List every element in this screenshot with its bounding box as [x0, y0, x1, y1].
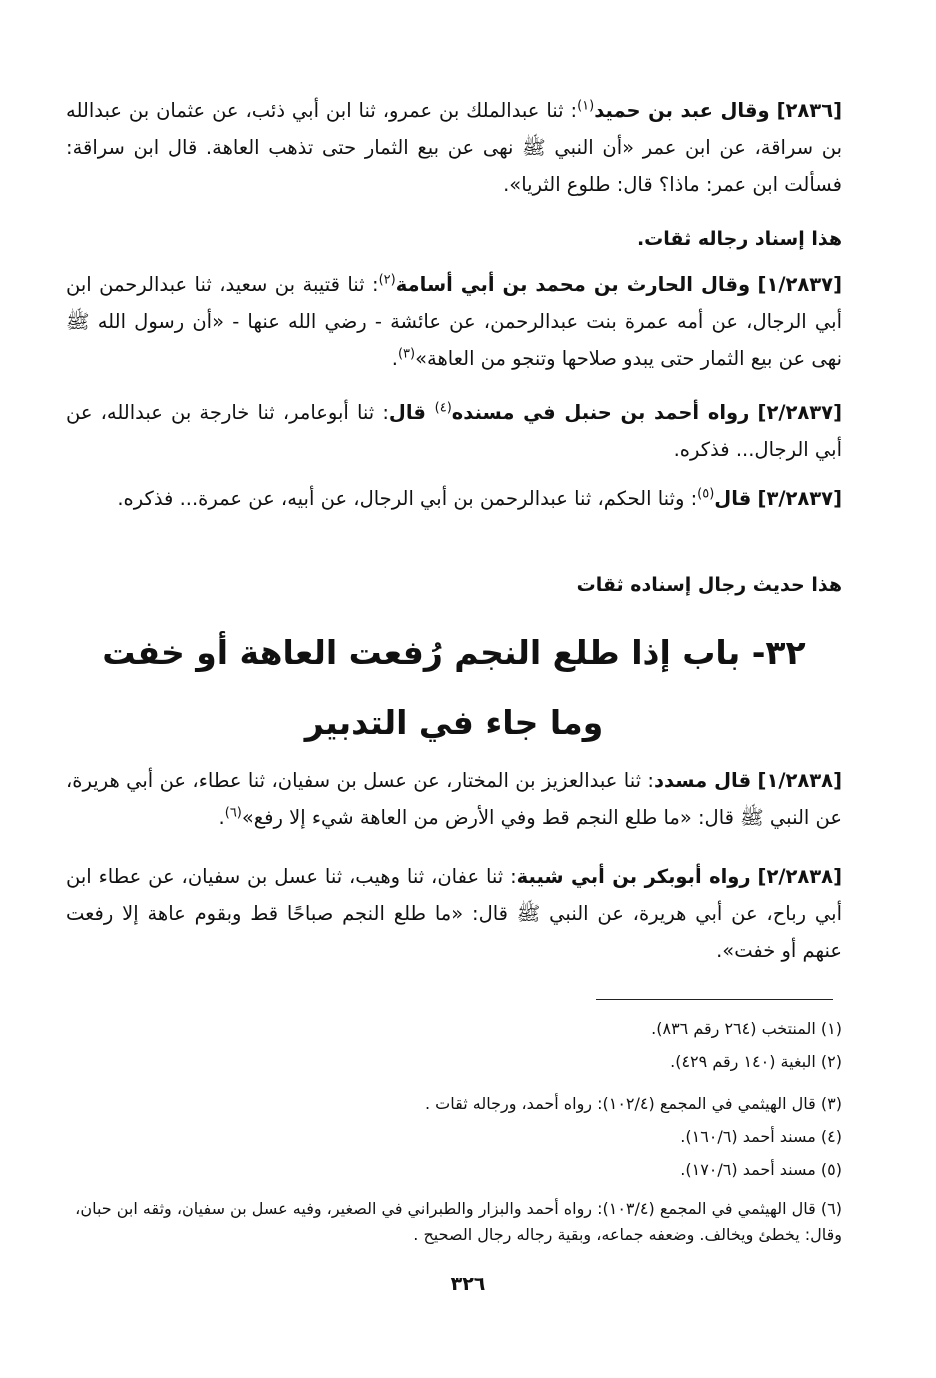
- footnote-mark: (٤): [434, 400, 452, 416]
- footnote-6: (٦) قال الهيثمي في المجمع (١٠٣/٤): رواه أحمد والبزار والطبراني في الصغير، وفيه عسل بن سفيان، وثقه ابن حبان، وقال: يخطئ ويخالف. وضعفه جماعه، وبقية رجاله رجال الصحيح .: [75, 1199, 842, 1244]
- narrator-lead: رواه أحمد بن حنبل في مسنده: [451, 401, 750, 424]
- hadith-ref-number: [١/٢٨٣٨]: [757, 769, 842, 792]
- footnote-mark: (٣): [397, 346, 416, 362]
- chapter-title-line-1: ٣٢- باب إذا طلع النجم رُفعت العاهة أو خفت: [102, 633, 806, 672]
- footnote-3: (٣) قال الهيثمي في المجمع (١٠٢/٤): رواه أحمد، ورجاله ثقات .: [425, 1094, 842, 1113]
- narrator-lead: رواه أبوبكر بن أبي شيبة: [516, 865, 751, 888]
- hadith-paragraph-2838-1: [66, 762, 842, 836]
- footnote-4: (٤) مسند أحمد (١٦٠/٦).: [680, 1127, 842, 1146]
- isnad-grading: هذا إسناد رجاله ثقات.: [636, 228, 842, 250]
- hadith-paragraph-2838-2: [66, 858, 842, 969]
- footnote-mark: (٦): [224, 805, 242, 821]
- hadith-paragraph-2837-1: [66, 266, 842, 377]
- hadith-ref-number: [٢٨٣٦]: [776, 99, 843, 122]
- hadith-text: : ثنا عبدالملك بن عمرو، ثنا ابن أبي ذئب، عن عثمان بن عبدالله بن سراقة، عن ابن عمر «أن النبي ﷺ نهى عن بيع الثمار حتى تذهب العاهة. قال ابن سراقة: فسألت ابن عمر: ماذا؟ قال: طلوع الثريا».: [66, 99, 842, 196]
- hadith-text: : ثنا أبوعامر، ثنا خارجة بن عبدالله، عن أبي الرجال... فذكره.: [66, 401, 842, 461]
- narrator-lead: وقال الحارث بن محمد بن أبي أسامة: [395, 273, 751, 296]
- footnote-5: (٥) مسند أحمد (١٧٠/٦).: [680, 1160, 842, 1179]
- hadith-text: : ثنا قتيبة بن سعيد، ثنا عبدالرحمن ابن أبي الرجال، عن أمه عمرة بنت عبدالرحمن، عن عائشة - رضي الله عنها - «أن رسول الله ﷺ نهى عن بيع الثمار حتى يبدو صلاحها وتنجو من العاهة»: [66, 273, 842, 370]
- hadith-paragraph-2837-3: [66, 480, 842, 517]
- hadith-ref-number: [٢/٢٨٣٨]: [757, 865, 843, 888]
- footnote-mark: (١): [577, 98, 595, 114]
- page-number: ٣٢٦: [450, 1273, 486, 1295]
- hadith-text: : وثنا الحكم، ثنا عبدالرحمن بن أبي الرجال، عن أبيه، عن عمرة... فذكره.: [117, 487, 698, 510]
- hadith-ref-number: [٣/٢٨٣٧]: [757, 487, 842, 510]
- footnote-divider: [596, 999, 833, 1000]
- footnote-mark: (٢): [378, 272, 396, 288]
- hadith-ref-number: [١/٢٨٣٧]: [757, 273, 843, 296]
- narrator-lead-qala: قال: [388, 401, 435, 424]
- hadith-ref-number: [٢/٢٨٣٧]: [757, 401, 842, 424]
- narrator-lead: قال: [714, 487, 752, 510]
- isnad-grading: هذا حديث رجال إسناده ثقات: [576, 574, 842, 596]
- hadith-text-end: .: [391, 347, 398, 370]
- hadith-paragraph-2837-2: [66, 394, 842, 468]
- hadith-text-end: .: [218, 806, 225, 829]
- footnote-mark: (٥): [697, 486, 715, 502]
- chapter-title-line-2: وما جاء في التدبير: [304, 703, 604, 742]
- hadith-paragraph-2836: [66, 92, 842, 203]
- narrator-lead: قال مسدد: [653, 769, 752, 792]
- footnote-1: (١) المنتخب (٢٦٤ رقم ٨٣٦).: [651, 1019, 842, 1038]
- narrator-lead: وقال عبد بن حميد: [594, 99, 770, 122]
- hadith-text: : ثنا عفان، ثنا وهيب، ثنا عسل بن سفيان، عن عطاء ابن أبي رباح، عن أبي هريرة، عن النبي ﷺ قال: «ما طلع النجم صباحًا قط وبقوم عاهة إلا رفعت عنهم أو خفت».: [66, 865, 842, 962]
- hadith-text: : ثنا عبدالعزيز بن المختار، عن عسل بن سفيان، ثنا عطاء، عن أبي هريرة، عن النبي ﷺ قال: «ما طلع النجم قط وفي الأرض من العاهة شيء إلا رفع»: [66, 769, 842, 829]
- footnote-2: (٢) البغية (١٤٠ رقم ٤٢٩).: [670, 1052, 842, 1071]
